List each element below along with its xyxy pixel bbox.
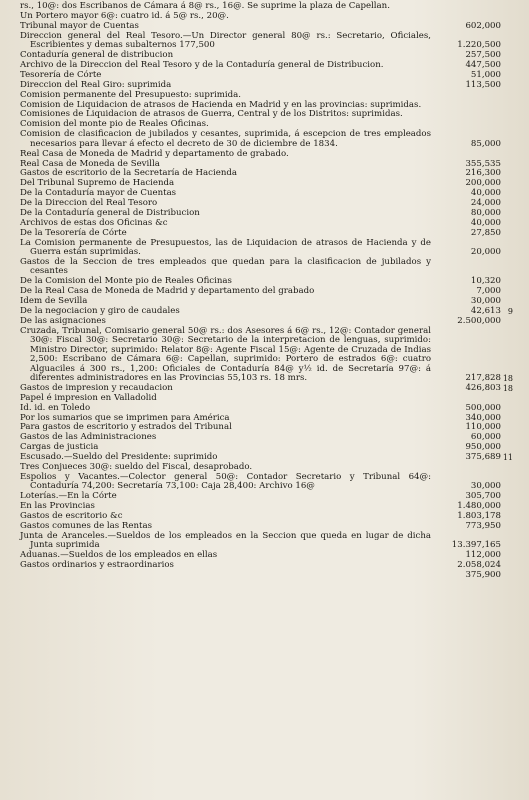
entry-amount: 2.500,000 xyxy=(457,316,501,326)
entry-description: Comision del monte pio de Reales Oficinas. xyxy=(20,119,209,130)
entry-amount: 426,803 xyxy=(465,382,501,393)
entry-amount: 24,000 xyxy=(470,198,501,209)
entry-amount: 60,000 xyxy=(470,432,501,443)
entry-amount: 375,900 xyxy=(465,570,501,581)
entry-amount: 80,000 xyxy=(470,208,501,219)
ledger-entry xyxy=(20,130,513,149)
entry-amount: 305,700 xyxy=(465,491,501,502)
ledger-entry xyxy=(20,91,513,100)
entry-description: Comisiones de Liquidacion de atrasos de Guerra, Central y de los Distritos: suprimidas. xyxy=(20,109,403,120)
entry-amount: 85,000 xyxy=(470,138,501,149)
entry-amount: 110,000 xyxy=(465,422,501,433)
ledger-entry xyxy=(20,61,513,70)
ledger-entry xyxy=(20,71,513,80)
ledger-entry xyxy=(20,327,513,383)
entry-description: La Comision permanente de Presupuestos, las de Liquidacion de atrasos de Hacienda y de Guerra están suprimidas. xyxy=(20,237,431,258)
ledger-entry xyxy=(20,287,513,296)
entry-description: Gastos de escritorio &c xyxy=(20,511,123,522)
entry-amount: 773,950 xyxy=(465,521,501,532)
entry-amount: 200,000 xyxy=(465,178,501,189)
ledger-entry xyxy=(20,81,513,90)
entry-fraction: 18 xyxy=(502,373,513,383)
entry-description: Gastos de escritorio de la Secretaría de Hacienda xyxy=(20,168,237,179)
entry-description: Por los sumarios que se imprimen para América xyxy=(20,412,230,423)
entry-description: Gastos de las Administraciones xyxy=(20,432,157,443)
entry-description: De la Real Casa de Moneda de Madrid y departamento del grabado xyxy=(20,286,315,297)
ledger-entry xyxy=(20,258,513,277)
entry-amount: 375,689 xyxy=(465,452,501,463)
entry-amount: 30,000 xyxy=(470,296,501,307)
entry-description: Tesorería de Córte xyxy=(20,69,102,80)
entry-amount: 1.220,500 xyxy=(457,40,501,51)
ledger-entry xyxy=(20,561,513,570)
entry-amount: 1.803,178 xyxy=(457,511,501,522)
entry-amount: 40,000 xyxy=(470,188,501,199)
entry-amount: 216,300 xyxy=(465,168,501,179)
entry-amount: 2.058,024 xyxy=(457,560,501,571)
entry-description: Contaduría general de distribucion xyxy=(20,50,174,61)
entry-description: rs., 10@: dos Escribanos de Cámara á 8@ rs., 16@. Se suprime la plaza de Capellan. xyxy=(20,1,390,11)
entry-amount: 500,000 xyxy=(465,402,501,413)
entry-description: De las asignaciones xyxy=(20,316,106,326)
ledger-entry xyxy=(20,219,513,228)
ledger-entry xyxy=(20,532,513,551)
entry-description: Tres Conjueces 30@: sueldo del Fiscal, desaprobado. xyxy=(20,462,253,473)
entry-description: Gastos de la Seccion de tres empleados que quedan para la clasificacion de jubilados y cesantes xyxy=(20,257,431,277)
entry-amount: 10,320 xyxy=(470,276,501,287)
entry-description: Junta de Aranceles.—Sueldos de los empleados en la Seccion que queda en lugar de dicha Junta suprimida xyxy=(20,530,431,551)
entry-description: Loterías.—En la Córte xyxy=(20,491,117,502)
entry-description: Del Tribunal Supremo de Hacienda xyxy=(20,178,175,189)
entry-amount: 113,500 xyxy=(465,79,501,90)
entry-amount: 602,000 xyxy=(465,20,501,31)
entry-description: Cruzada, Tribunal, Comisario general 50@ rs.: dos Asesores á 6@ rs., 12@: Contador general 30@: Fiscal 30@: Secretario 30@: Secretario de la interpretacion de lenguas, suprimido: Ministro Director, suprimido: Relator 8@: Agente Fiscal 15@: Agente de Cruzada de Indias 2,500: Escribano de Cámara 6@: Capellan, suprimido: Portero de estrados 6@: cuatro Alguaciles á 300 rs., 1,200: Oficiales de Contaduría 84@ y½ id. de Secretaría 97@: á diferentes administradores en las Provincias 55,103 rs. 18 mrs. xyxy=(20,325,431,383)
ledger-entry xyxy=(20,32,513,51)
entry-description: Id. id. en Toledo xyxy=(20,402,91,413)
entry-amount: 112,000 xyxy=(465,550,501,561)
ledger-entry xyxy=(20,239,513,258)
entry-description: De la negociacion y giro de caudales xyxy=(20,306,180,317)
ledger-entry xyxy=(20,394,513,403)
entry-fraction: 18 xyxy=(502,383,513,393)
entry-description: Direccion general del Real Tesoro.—Un Director general 80@ rs.: Secretario, Oficiales, Escribientes y demas subalternos 177,500 xyxy=(20,30,431,51)
entry-description: Cargas de justicia xyxy=(20,442,99,453)
ledger-entry xyxy=(20,22,513,31)
entry-amount: 13.397,165 xyxy=(451,540,501,551)
entry-amount: 20,000 xyxy=(470,247,501,258)
entry-description: Real Casa de Moneda de Madrid y departamento de grabado. xyxy=(20,148,289,159)
entry-amount: 40,000 xyxy=(470,217,501,228)
entry-amount: 355,535 xyxy=(465,158,501,169)
entry-description: De la Direccion del Real Tesoro xyxy=(20,198,158,209)
ledger-entry xyxy=(20,12,513,21)
entry-description: Papel é impresion en Valladolid xyxy=(20,392,157,403)
ledger-entry xyxy=(20,2,513,11)
entry-description: Gastos ordinarios y estraordinarios xyxy=(20,560,174,571)
entry-description: Gastos de impresion y recaudacion xyxy=(20,382,173,393)
entry-amount: 340,000 xyxy=(465,412,501,423)
entry-description: De la Contaduría general de Distribucion xyxy=(20,208,200,219)
entry-description: Escusado.—Sueldo del Presidente: suprimido xyxy=(20,452,218,463)
entry-amount: 51,000 xyxy=(470,69,501,80)
ledger-entry xyxy=(20,384,513,393)
entry-amount: 7,000 xyxy=(476,286,501,297)
entry-amount: 950,000 xyxy=(465,442,501,453)
entry-description: Espolios y Vacantes.—Colector general 50@: Contador Secretario y Tribunal 64@: Contaduría 74,200: Secretaría 73,100: Caja 28,400: Archivo 16@ xyxy=(20,472,431,492)
entry-description: En las Provincias xyxy=(20,501,95,512)
entry-amount: 30,000 xyxy=(470,481,501,492)
entry-description: Comision de Liquidacion de atrasos de Hacienda en Madrid y en las provincias: suprimidas. xyxy=(20,99,422,110)
entry-amount: 42,613 xyxy=(470,306,501,317)
entry-description: Comision de clasificacion de jubilados y cesantes, suprimida, á escepcion de tres empleados necesarios para llevar á efecto el decreto de 30 de diciembre de 1834. xyxy=(20,129,431,149)
entry-amount: 27,850 xyxy=(470,227,501,238)
entry-description: De la Comision del Monte pio de Reales Oficinas xyxy=(20,276,232,287)
entry-description: De la Contaduría mayor de Cuentas xyxy=(20,188,177,199)
entry-description: Aduanas.—Sueldos de los empleados en ellas xyxy=(20,550,218,561)
ledger-entry xyxy=(20,150,513,159)
ledger-entry xyxy=(20,473,513,492)
entry-fraction: 9 xyxy=(507,307,513,317)
entry-description: De la Tesorería de Córte xyxy=(20,227,127,238)
entry-amount: 217,828 xyxy=(465,372,501,383)
ledger-entry xyxy=(20,571,513,580)
entry-description: Real Casa de Moneda de Sevilla xyxy=(20,158,160,169)
entry-description: Idem de Sevilla xyxy=(20,296,88,307)
entry-description: Para gastos de escritorio y estrados del Tribunal xyxy=(20,422,232,433)
entry-fraction: 11 xyxy=(502,453,513,463)
entry-amount: 257,500 xyxy=(465,50,501,61)
entry-amount: 1.480,000 xyxy=(457,501,501,512)
entry-description: Comision permanente del Presupuesto: suprimida. xyxy=(20,89,241,100)
ledger-entry xyxy=(20,404,513,413)
entry-description: Archivo de la Direccion del Real Tesoro y de la Contaduría general de Distribucion. xyxy=(20,59,384,70)
entry-description: Direccion del Real Giro: suprimida xyxy=(20,79,172,90)
ledger-entry xyxy=(20,317,513,326)
entry-description: Archivos de estas dos Oficinas &c xyxy=(20,217,168,228)
entry-description: Tribunal mayor de Cuentas xyxy=(20,20,139,31)
entry-amount: 447,500 xyxy=(465,59,501,70)
ledger-entry xyxy=(20,229,513,238)
entry-description: Gastos comunes de las Rentas xyxy=(20,521,153,532)
entry-description: Un Portero mayor 6@: cuatro id. á 5@ rs., 20@. xyxy=(20,10,229,21)
